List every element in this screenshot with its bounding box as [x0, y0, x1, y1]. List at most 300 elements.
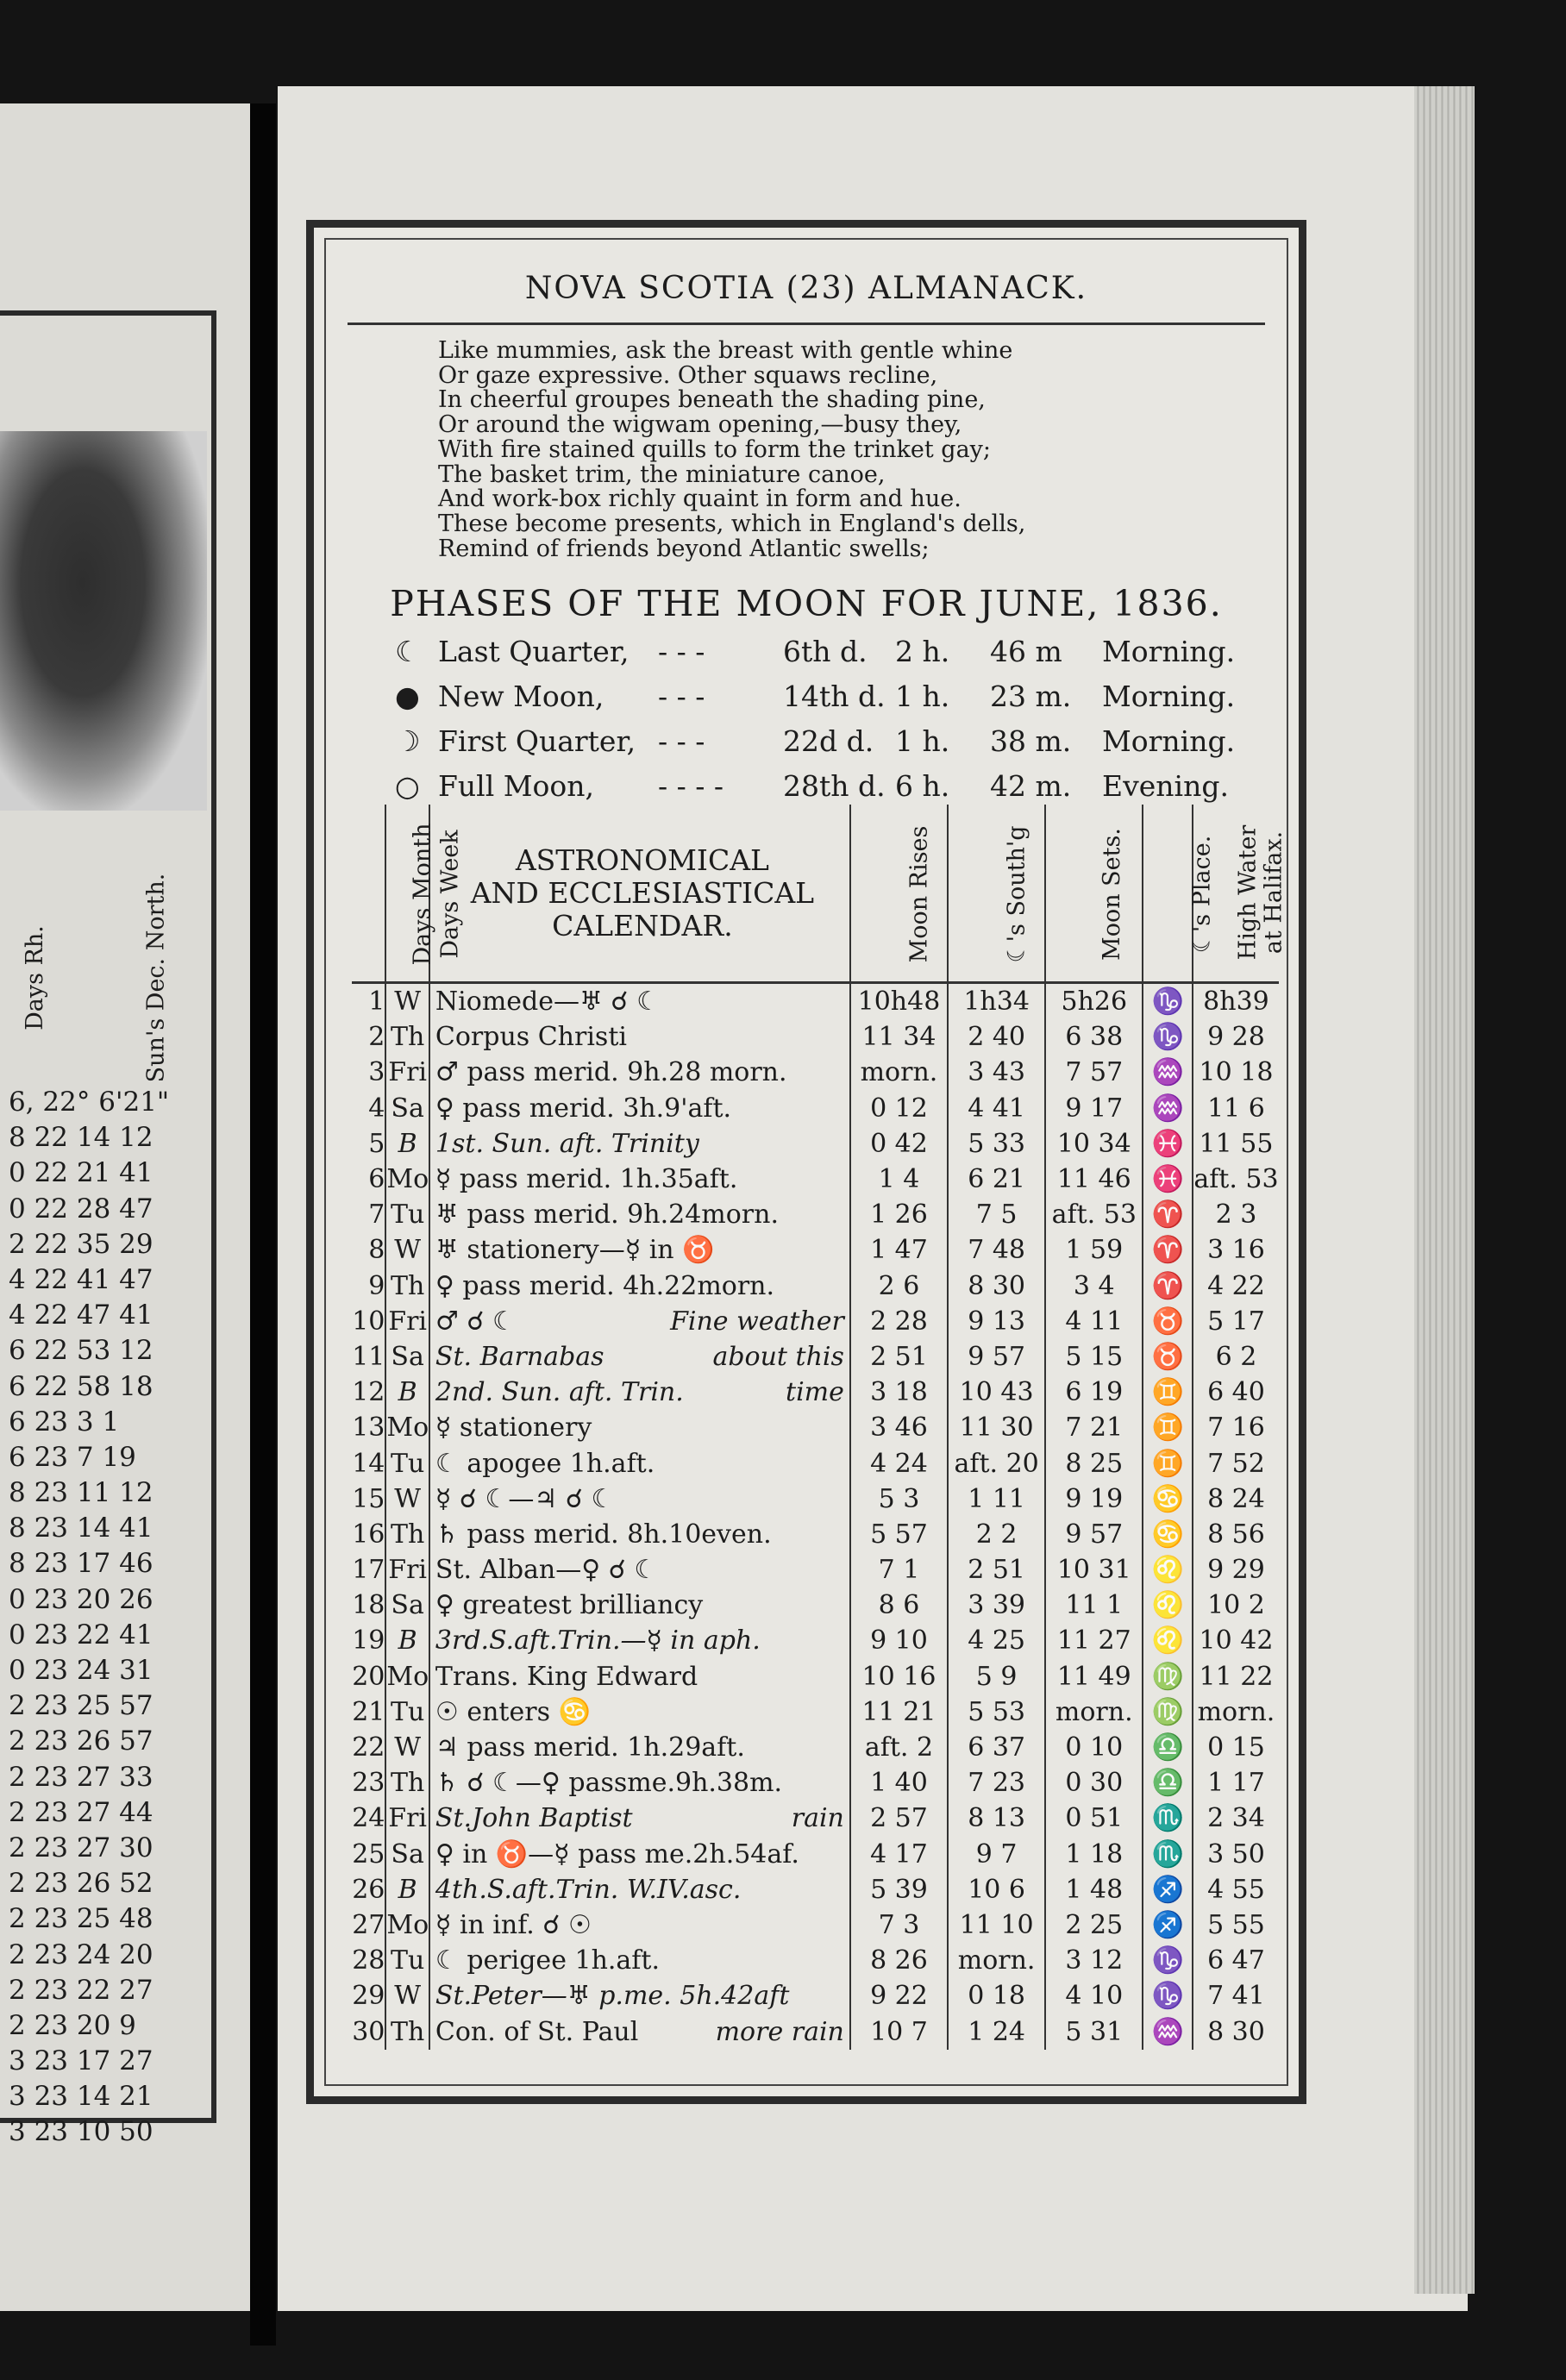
moon-phase-period: Morning.	[1102, 724, 1236, 758]
header-moon-place: ☾'s Place.	[1143, 805, 1193, 983]
day-of-week: B	[385, 1623, 429, 1658]
calendar-event-text: St.Peter—♅ p.me. 5h.42aft	[435, 1981, 790, 2012]
left-declination-row: 6, 22° 6'21"	[9, 1087, 170, 1118]
poem-line: These become presents, which in England's dells,	[438, 510, 1026, 537]
moon-sets: 8 25	[1045, 1445, 1143, 1481]
calendar-event-text: St. Alban—♀ ☌ ☾	[435, 1555, 658, 1586]
high-water-halifax: 10 42	[1199, 1625, 1274, 1657]
left-declination-row: 8 23 14 41	[9, 1513, 153, 1544]
table-row	[352, 1730, 1279, 1765]
moon-rises: 2 6	[850, 1268, 948, 1304]
left-page-declination-column	[9, 1087, 207, 2152]
high-water-halifax: 9 29	[1207, 1555, 1265, 1586]
day-of-week: W	[385, 1978, 429, 2014]
moon-southing: 6 21	[948, 1162, 1045, 1197]
moon-phase-period: Morning.	[1102, 635, 1236, 668]
moon-southing: 9 57	[948, 1339, 1045, 1375]
table-row	[352, 1197, 1279, 1232]
calendar-event	[429, 1268, 850, 1304]
moon-rises: 1 40	[850, 1765, 948, 1801]
moon-rises: 10 16	[850, 1659, 948, 1694]
calendar-event	[429, 1837, 850, 1872]
high-water-halifax: 7 16	[1207, 1412, 1265, 1444]
high-water-halifax: 11 55	[1199, 1128, 1274, 1159]
left-declination-row: 2 23 27 33	[9, 1761, 153, 1793]
high-water-halifax: aft. 53	[1193, 1164, 1279, 1195]
day-of-month: 27	[352, 1909, 385, 1940]
day-of-week: Mo	[385, 1410, 429, 1445]
moon-sets: 0 30	[1045, 1765, 1143, 1801]
table-row	[352, 1481, 1279, 1517]
high-water-halifax: 9 28	[1207, 1022, 1265, 1053]
high-water-halifax: 8h39	[1203, 986, 1269, 1018]
moon-southing: 7 23	[948, 1765, 1045, 1801]
moon-rises: 2 57	[850, 1801, 948, 1836]
left-declination-row: 6 23 3 1	[9, 1406, 120, 1437]
high-water-halifax: 4 22	[1207, 1270, 1265, 1301]
moon-rises: 1 26	[850, 1197, 948, 1232]
poem-line: With fire stained quills to form the trinket gay;	[438, 435, 992, 463]
moon-place-sign: ♑	[1143, 1943, 1193, 1978]
calendar-event	[429, 1659, 850, 1694]
moon-southing: 5 53	[948, 1694, 1045, 1730]
day-of-month: 13	[352, 1412, 385, 1444]
moon-southing: 9 7	[948, 1837, 1045, 1872]
moon-place-sign: ♓	[1143, 1162, 1193, 1197]
moon-rises: 7 3	[850, 1907, 948, 1943]
header-days-week: Days Week	[385, 805, 429, 983]
day-of-month: 17	[352, 1555, 385, 1586]
table-row	[352, 1304, 1279, 1339]
calendar-event-text: ♀ pass merid. 4h.22morn.	[435, 1270, 775, 1301]
table-row	[352, 1232, 1279, 1268]
calendar-event-text: ♂ ☌ ☾	[435, 1306, 516, 1337]
calendar-event	[429, 1162, 850, 1197]
table-row	[352, 1091, 1279, 1126]
moon-phase-dashes: - - -	[658, 680, 705, 713]
calendar-event	[429, 1232, 850, 1268]
moon-place-sign: ♓	[1143, 1126, 1193, 1162]
moon-southing: 11 10	[948, 1907, 1045, 1943]
moon-phase-hour: 6 h.	[895, 769, 950, 803]
moon-rises: 9 22	[850, 1978, 948, 2014]
day-of-month: 19	[352, 1625, 385, 1657]
day-of-week: B	[385, 1872, 429, 1907]
poem-line: Or around the wigwam opening,—busy they,	[438, 411, 962, 439]
moon-sets: 11 49	[1045, 1659, 1143, 1694]
moon-place-sign: ♎	[1143, 1765, 1193, 1801]
day-of-month: 1	[368, 986, 385, 1018]
moon-phase-hour: 1 h.	[895, 680, 950, 713]
moon-sets: 10 31	[1045, 1552, 1143, 1588]
high-water-halifax: 3 50	[1207, 1838, 1265, 1870]
calendar-event	[429, 1304, 850, 1339]
header-rule	[348, 323, 1265, 325]
calendar-event-text: Con. of St. Paul	[435, 2016, 639, 2047]
left-declination-row: 0 22 21 41	[9, 1157, 153, 1189]
moon-sets: 11 46	[1045, 1162, 1143, 1197]
moon-sets: 0 51	[1045, 1801, 1143, 1836]
calendar-event	[429, 1872, 850, 1907]
moon-phase-min: 38 m.	[990, 724, 1072, 758]
moon-sets: 10 34	[1045, 1126, 1143, 1162]
high-water-halifax: 6 47	[1207, 1945, 1265, 1976]
table-row	[352, 1978, 1279, 2014]
moon-rises: 7 1	[850, 1552, 948, 1588]
high-water-halifax: 8 24	[1207, 1483, 1265, 1514]
calendar-event	[429, 1339, 850, 1375]
moon-sets: 0 10	[1045, 1730, 1143, 1765]
left-header-sun-dec: Sun's Dec. North.	[142, 873, 170, 1083]
table-row	[352, 1765, 1279, 1801]
calendar-event-text: ♂ pass merid. 9h.28 morn.	[435, 1057, 787, 1088]
day-of-week: Th	[385, 1765, 429, 1801]
day-of-week: Tu	[385, 1943, 429, 1978]
weather-note: rain	[791, 1803, 844, 1834]
moon-rises: 3 46	[850, 1410, 948, 1445]
moon-place-sign: ♌	[1143, 1552, 1193, 1588]
calendar-event	[429, 1197, 850, 1232]
moon-phase-icon: ☽	[395, 724, 421, 758]
moon-place-sign: ♏	[1143, 1837, 1193, 1872]
table-row	[352, 1659, 1279, 1694]
moon-place-sign: ♊	[1143, 1410, 1193, 1445]
moon-place-sign: ♑	[1143, 1019, 1193, 1055]
moon-sets: 11 1	[1045, 1588, 1143, 1623]
moon-phase-day: 28th d.	[783, 769, 886, 803]
moon-place-sign: ♑	[1143, 1978, 1193, 2014]
moon-sets: 3 12	[1045, 1943, 1143, 1978]
calendar-event	[429, 1765, 850, 1801]
moon-sets: 6 38	[1045, 1019, 1143, 1055]
left-declination-row: 3 23 17 27	[9, 2045, 153, 2077]
day-of-week: Tu	[385, 1694, 429, 1730]
day-of-week: Sa	[385, 1588, 429, 1623]
day-of-month: 8	[368, 1235, 385, 1266]
table-row	[352, 1801, 1279, 1836]
moon-phase-period: Morning.	[1102, 680, 1236, 713]
moon-place-sign: ♋	[1143, 1517, 1193, 1552]
calendar-event-text: 4th.S.aft.Trin. W.IV.asc.	[435, 1874, 742, 1905]
calendar-event-text: ♄ ☌ ☾—♀ passme.9h.38m.	[435, 1768, 783, 1799]
moon-phase-hour: 1 h.	[895, 724, 950, 758]
moon-southing: 8 30	[948, 1268, 1045, 1304]
calendar-event-text: ☉ enters ♋	[435, 1696, 591, 1727]
table-row	[352, 1126, 1279, 1162]
moon-phase-period: Evening.	[1102, 769, 1229, 803]
header-moon-rises: Moon Rises	[850, 805, 948, 983]
left-declination-row: 6 22 58 18	[9, 1370, 153, 1402]
calendar-event-text: ♄ pass merid. 8h.10even.	[435, 1519, 772, 1550]
moon-place-sign: ♒	[1143, 1055, 1193, 1090]
high-water-halifax: 8 56	[1207, 1519, 1265, 1550]
calendar-event-text: ☿ in inf. ☌ ☉	[435, 1909, 592, 1940]
calendar-event-text: ☿ pass merid. 1h.35aft.	[435, 1164, 738, 1195]
day-of-month: 24	[352, 1803, 385, 1834]
day-of-week: W	[385, 1232, 429, 1268]
table-row	[352, 1339, 1279, 1375]
day-of-week: B	[385, 1126, 429, 1162]
table-row	[352, 1694, 1279, 1730]
moon-phase-name: First Quarter,	[438, 724, 636, 758]
day-of-week: Th	[385, 1268, 429, 1304]
day-of-week: Fri	[385, 1801, 429, 1836]
woodcut-illustration	[0, 431, 207, 811]
left-declination-row: 2 23 25 57	[9, 1690, 153, 1722]
day-of-month: 11	[352, 1341, 385, 1372]
weather-note: more rain	[715, 2016, 844, 2047]
table-row	[352, 1055, 1279, 1090]
moon-rises: 5 3	[850, 1481, 948, 1517]
moon-sets: 1 18	[1045, 1837, 1143, 1872]
page-header: NOVA SCOTIA (23) ALMANACK.	[524, 271, 1088, 306]
moon-southing: 8 13	[948, 1801, 1045, 1836]
calendar-event	[429, 1978, 850, 2014]
calendar-event	[429, 1375, 850, 1410]
moon-place-sign: ♐	[1143, 1872, 1193, 1907]
day-of-month: 7	[368, 1199, 385, 1231]
left-declination-row: 2 23 26 52	[9, 1868, 153, 1900]
moon-sets: 4 10	[1045, 1978, 1143, 2014]
table-row	[352, 1445, 1279, 1481]
left-declination-row: 0 23 24 31	[9, 1655, 153, 1686]
high-water-halifax: 7 41	[1207, 1981, 1265, 2012]
calendar-event	[429, 1694, 850, 1730]
moon-rises: 4 24	[850, 1445, 948, 1481]
moon-rises: 4 17	[850, 1837, 948, 1872]
left-page-column-headers	[21, 873, 198, 1083]
moon-sets: 3 4	[1045, 1268, 1143, 1304]
moon-southing: 5 9	[948, 1659, 1045, 1694]
day-of-week: Th	[385, 1517, 429, 1552]
moon-place-sign: ♈	[1143, 1197, 1193, 1232]
moon-rises: 1 47	[850, 1232, 948, 1268]
day-of-month: 30	[352, 2016, 385, 2047]
high-water-halifax: 5 17	[1207, 1306, 1265, 1337]
left-declination-row: 2 23 20 9	[9, 2009, 136, 2041]
high-water-halifax: 1 17	[1207, 1768, 1265, 1799]
moon-place-sign: ♒	[1143, 1091, 1193, 1126]
table-row	[352, 983, 1279, 1020]
weather-note: time	[786, 1377, 844, 1408]
moon-sets: morn.	[1045, 1694, 1143, 1730]
high-water-halifax: 10 18	[1199, 1057, 1274, 1088]
moon-place-sign: ♈	[1143, 1232, 1193, 1268]
calendar-event-text: ♀ greatest brilliancy	[435, 1590, 704, 1621]
moon-rises: 8 26	[850, 1943, 948, 1978]
left-declination-row: 2 23 27 44	[9, 1796, 153, 1828]
moon-place-sign: ♌	[1143, 1588, 1193, 1623]
table-body	[352, 983, 1279, 2050]
moon-rises: 0 42	[850, 1126, 948, 1162]
moon-southing: 1 11	[948, 1481, 1045, 1517]
left-declination-row: 2 23 27 30	[9, 1832, 153, 1863]
moon-phase-min: 23 m.	[990, 680, 1072, 713]
day-of-week: Fri	[385, 1304, 429, 1339]
page-edges	[1414, 86, 1475, 2294]
moon-sets: 9 57	[1045, 1517, 1143, 1552]
day-of-month: 29	[352, 1981, 385, 2012]
moon-rises: 9 10	[850, 1623, 948, 1658]
moon-southing: 10 43	[948, 1375, 1045, 1410]
day-of-week: W	[385, 1481, 429, 1517]
moon-phase-min: 46 m	[990, 635, 1062, 668]
moon-southing: 4 25	[948, 1623, 1045, 1658]
table-row	[352, 1517, 1279, 1552]
day-of-month: 12	[352, 1377, 385, 1408]
table-row	[352, 1162, 1279, 1197]
moon-rises: 10 7	[850, 2014, 948, 2049]
calendar-event-text: ♅ stationery—☿ in ♉	[435, 1235, 715, 1266]
calendar-event	[429, 1126, 850, 1162]
moon-place-sign: ♍	[1143, 1659, 1193, 1694]
moon-southing: 10 6	[948, 1872, 1045, 1907]
calendar-event-text: St.John Baptist	[435, 1803, 633, 1834]
moon-southing: 11 30	[948, 1410, 1045, 1445]
moon-place-sign: ♒	[1143, 2014, 1193, 2049]
left-declination-row: 0 23 22 41	[9, 1619, 153, 1650]
moon-rises: 5 39	[850, 1872, 948, 1907]
calendar-event	[429, 1410, 850, 1445]
left-declination-row: 3 23 10 50	[9, 2116, 153, 2148]
moon-phase-day: 14th d.	[783, 680, 886, 713]
high-water-halifax: 3 16	[1207, 1235, 1265, 1266]
moon-phase-day: 22d d.	[783, 724, 874, 758]
calendar-event-text: ☾ perigee 1h.aft.	[435, 1945, 661, 1976]
moon-rises: 8 6	[850, 1588, 948, 1623]
moon-southing: 2 40	[948, 1019, 1045, 1055]
moon-place-sign: ♌	[1143, 1623, 1193, 1658]
moon-southing: 5 33	[948, 1126, 1045, 1162]
calendar-event	[429, 1055, 850, 1090]
day-of-month: 26	[352, 1874, 385, 1905]
moon-rises: 5 57	[850, 1517, 948, 1552]
day-of-week: Fri	[385, 1055, 429, 1090]
poem-line: In cheerful groupes beneath the shading pine,	[438, 386, 986, 414]
calendar-event-text: Trans. King Edward	[435, 1661, 698, 1692]
moon-rises: 11 34	[850, 1019, 948, 1055]
moon-southing: 4 41	[948, 1091, 1045, 1126]
day-of-week: Sa	[385, 1339, 429, 1375]
calendar-event	[429, 1445, 850, 1481]
moon-rises: 11 21	[850, 1694, 948, 1730]
table-row	[352, 1375, 1279, 1410]
calendar-event-text: ♀ in ♉—☿ pass me.2h.54af.	[435, 1838, 799, 1870]
high-water-halifax: 2 3	[1215, 1199, 1257, 1231]
moon-southing: 1 24	[948, 2014, 1045, 2049]
header-calendar: ASTRONOMICAL AND ECCLESIASTICAL CALENDAR.	[429, 805, 850, 983]
moon-rises: 0 12	[850, 1091, 948, 1126]
moon-place-sign: ♉	[1143, 1304, 1193, 1339]
day-of-month: 3	[368, 1057, 385, 1088]
calendar-event	[429, 1907, 850, 1943]
moon-place-sign: ♉	[1143, 1339, 1193, 1375]
calendar-event-text: ♅ pass merid. 9h.24morn.	[435, 1199, 779, 1231]
moon-sets: 4 11	[1045, 1304, 1143, 1339]
left-declination-row: 8 23 11 12	[9, 1477, 153, 1509]
moon-sets: 5 31	[1045, 2014, 1143, 2049]
high-water-halifax: 8 30	[1207, 2016, 1265, 2047]
book-binding	[250, 103, 276, 2346]
table-row	[352, 1943, 1279, 1978]
moon-phases-title: PHASES OF THE MOON FOR JUNE, 1836.	[390, 583, 1223, 624]
calendar-event-text: 3rd.S.aft.Trin.—☿ in aph.	[435, 1625, 761, 1657]
table-row	[352, 2014, 1279, 2049]
moon-phase-name: Last Quarter,	[438, 635, 630, 668]
left-declination-row: 4 22 47 41	[9, 1300, 153, 1331]
moon-sets: 5 15	[1045, 1339, 1143, 1375]
day-of-month: 14	[352, 1448, 385, 1479]
left-declination-row: 6 22 53 12	[9, 1335, 153, 1367]
day-of-week: Tu	[385, 1197, 429, 1232]
poem-line: And work-box richly quaint in form and hue.	[438, 485, 962, 513]
day-of-month: 9	[368, 1270, 385, 1301]
day-of-month: 2	[368, 1022, 385, 1053]
moon-rises: 3 18	[850, 1375, 948, 1410]
header-moon-south: ☾'s South'g	[948, 805, 1045, 983]
day-of-month: 20	[352, 1661, 385, 1692]
moon-phase-day: 6th d.	[783, 635, 868, 668]
calendar-event-text: ♀ pass merid. 3h.9'aft.	[435, 1093, 732, 1124]
calendar-event-text: Niomede—♅ ☌ ☾	[435, 986, 660, 1018]
moon-southing: 9 13	[948, 1304, 1045, 1339]
left-declination-row: 2 23 24 20	[9, 1938, 153, 1970]
moon-southing: 7 48	[948, 1232, 1045, 1268]
table-row	[352, 1907, 1279, 1943]
moon-sets: 11 27	[1045, 1623, 1143, 1658]
moon-phase-dashes: - - -	[658, 635, 705, 668]
day-of-month: 15	[352, 1483, 385, 1514]
left-declination-row: 0 22 28 47	[9, 1193, 153, 1224]
day-of-week: Mo	[385, 1162, 429, 1197]
weather-note: about this	[712, 1341, 844, 1372]
calendar-event-text: 1st. Sun. aft. Trinity	[435, 1128, 699, 1159]
moon-phase-name: Full Moon,	[438, 769, 595, 803]
day-of-week: Sa	[385, 1837, 429, 1872]
table-row	[352, 1872, 1279, 1907]
calendar-event-text: ☿ ☌ ☾—♃ ☌ ☾	[435, 1483, 615, 1514]
poem-line: Like mummies, ask the breast with gentle whine	[438, 337, 1013, 364]
table-row	[352, 1268, 1279, 1304]
moon-rises: 2 51	[850, 1339, 948, 1375]
moon-place-sign: ♐	[1143, 1907, 1193, 1943]
high-water-halifax: 0 15	[1207, 1732, 1265, 1763]
calendar-event	[429, 1588, 850, 1623]
high-water-halifax: morn.	[1197, 1696, 1275, 1727]
moon-phase-min: 42 m.	[990, 769, 1072, 803]
moon-place-sign: ♈	[1143, 1268, 1193, 1304]
table-row	[352, 1552, 1279, 1588]
high-water-halifax: 2 34	[1207, 1803, 1265, 1834]
calendar-event-text: Corpus Christi	[435, 1022, 627, 1053]
calendar-event	[429, 1801, 850, 1836]
moon-southing: 0 18	[948, 1978, 1045, 2014]
day-of-week: Th	[385, 1019, 429, 1055]
high-water-halifax: 6 2	[1215, 1341, 1257, 1372]
moon-phase-dashes: - - - -	[658, 769, 724, 803]
day-of-month: 4	[368, 1093, 385, 1124]
left-declination-row: 3 23 14 21	[9, 2081, 153, 2113]
high-water-halifax: 10 2	[1207, 1590, 1265, 1621]
poem-line: Remind of friends beyond Atlantic swells;	[438, 535, 930, 562]
day-of-month: 23	[352, 1768, 385, 1799]
moon-sets: 2 25	[1045, 1907, 1143, 1943]
moon-phase-dashes: - - -	[658, 724, 705, 758]
left-page	[0, 103, 250, 2311]
calendar-event-text: St. Barnabas	[435, 1341, 604, 1372]
day-of-month: 6	[368, 1164, 385, 1195]
day-of-week: Mo	[385, 1907, 429, 1943]
